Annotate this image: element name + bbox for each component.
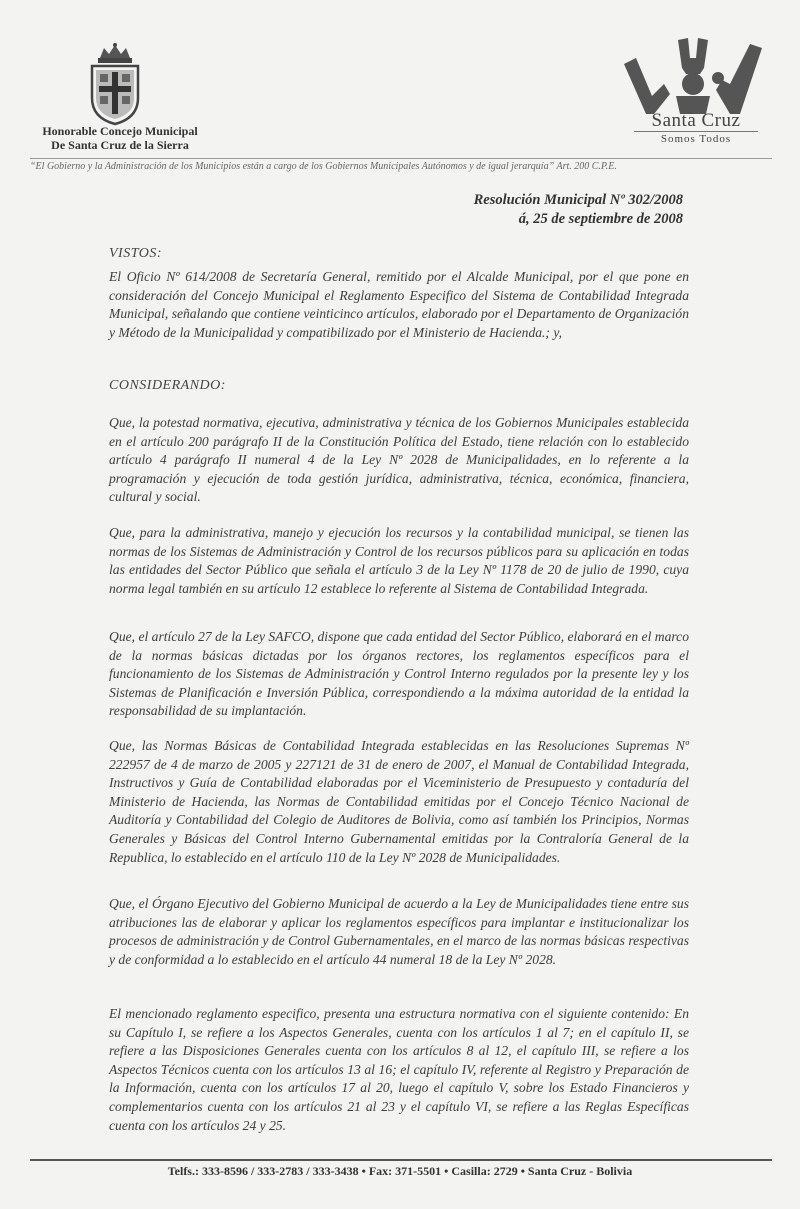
logo-tagline: Somos Todos — [660, 133, 732, 145]
logo-name: Santa Cruz — [651, 110, 741, 131]
considerando-paragraph-4: Que, las Normas Básicas de Contabilidad Integrada establecidas en las Resoluciones Supremas Nº 222957 de 4 de marzo de 2005 y 227121 de 31 de enero de 2007, el Manual de Contabilidad Integrada, Instructivos y Guía de Contabilidad elaboradas por el Viceministerio de Presupuesto y contaduría del Ministerio de Hacienda, las Normas de Contabilidad emitidas por el Concejo Técnico Nacional de Auditoría y Contabilidad del Colegio de Auditores de Bolivia, como así también los Principios, Normas Generales y Básicas del Control Interno Gubernamental emitidas por la Contraloría General de la Republica, lo establecido en el artículo 110 de la Ley Nº 2028 de Municipalidades. — [109, 738, 689, 865]
constitution-quote: “El Gobierno y la Administración de los Municipios están a cargo de los Gobiernos Municipales Autónomos y de igual jerarquía” Art. 200 C.P.E. — [30, 161, 617, 172]
resolution-date: á, 25 de septiembre de 2008 — [518, 211, 683, 227]
council-line-2: De Santa Cruz de la Sierra — [51, 138, 189, 152]
considerando-heading: CONSIDERANDO: — [109, 378, 226, 393]
footer-contact: Telfs.: 333-8596 / 333-2783 / 333-3438 • Fax: 371-5501 • Casilla: 2729 • Santa Cruz - Bolivia — [167, 1164, 633, 1178]
resolution-title: Resolución Municipal Nº 302/2008 — [473, 192, 683, 208]
logo-divider — [634, 131, 758, 132]
council-name — [30, 124, 210, 152]
considerando-paragraph-1: Que, la potestad normativa, ejecutiva, administrativa y técnica de los Gobiernos Municipales establecida en el artículo 200 parágrafo II de la Constitución Política del Estado, tiene relación con lo establecido artículo 4 parágrafo II numeral 4 de la Ley Nº 2028 de Municipalidades, en lo referente a la programación y ejecución de toda gestión jurídica, administrativa, técnica, económica, financiera, cultural y social. — [109, 415, 689, 505]
considerando-paragraph-6: El mencionado reglamento especifico, presenta una estructura normativa con el siguiente contenido: En su Capítulo I, se refiere a los Aspectos Generales, cuenta con los artículos 1 al 7; en el capítulo II, se refiere a las Disposiciones Generales cuenta con los artículos 8 al 12, el capítulo III, se refiere a los Aspectos Técnicos cuenta con los artículos 13 al 16; el capítulo IV, referente al Registro y Preparación de la Información, cuenta con los artículos 17 al 20, luego el capítulo V, sobre los Estado Financieros y complementarios cuenta con los artículos 21 al 23 y el capítulo VI, se refiere a las Reglas Específicas cuenta con los artículos 24 y 25. — [109, 1006, 689, 1133]
considerando-paragraph-5: Que, el Órgano Ejecutivo del Gobierno Municipal de acuerdo a la Ley de Municipalidades tiene entre sus atribuciones las de elaborar y aplicar los reglamentos específicos para implantar e institucionalizar los procesos de administración y de Control Gubernamentales, en el marco de las normas básicas respectivas y de conformidad a lo establecido en el artículo 44 numeral 18 de la Ley Nº 2028. — [109, 896, 689, 967]
footer-rule — [30, 1159, 772, 1161]
considerando-paragraph-2: Que, para la administrativa, manejo y ejecución los recursos y la contabilidad municipal, se tienen las normas de los Sistemas de Administración y Control de los recursos públicos para su aplicación en todas las entidades del Sector Público que señala el artículo 3 de la Ley Nº 1178 de 20 de julio de 1990, cuya norma legal también en su artículo 12 establece lo referente al Sistema de Contabilidad Integrada. — [109, 525, 689, 596]
santa-cruz-logo-icon — [618, 34, 768, 114]
coat-of-arms-icon — [86, 42, 144, 126]
header-rule — [30, 158, 772, 159]
considerando-paragraph-3: Que, el artículo 27 de la Ley SAFCO, dispone que cada entidad del Sector Público, elaborará en el marco de la normas básicas dictadas por los órganos rectores, los reglamentos específicos para el funcionamiento de los Sistemas de Administración y Control Interno regulados por la presente ley y los Sistemas de Planificación e Inversión Pública, correspondiendo a la máxima autoridad de la entidad la responsabilidad de su implantación. — [109, 629, 689, 719]
council-line-1: Honorable Concejo Municipal — [42, 124, 198, 138]
vistos-paragraph: El Oficio Nº 614/2008 de Secretaría General, remitido por el Alcalde Municipal, por el que pone en consideración del Concejo Municipal el Reglamento Especifico del Sistema de Contabilidad Integrada Municipal, señalando que contiene veinticinco artículos, elaborado por el Departamento de Organización y Método de la Municipalidad y compatibilizado por el Ministerio de Hacienda.; y, — [109, 269, 689, 340]
vistos-heading: VISTOS: — [109, 246, 163, 261]
